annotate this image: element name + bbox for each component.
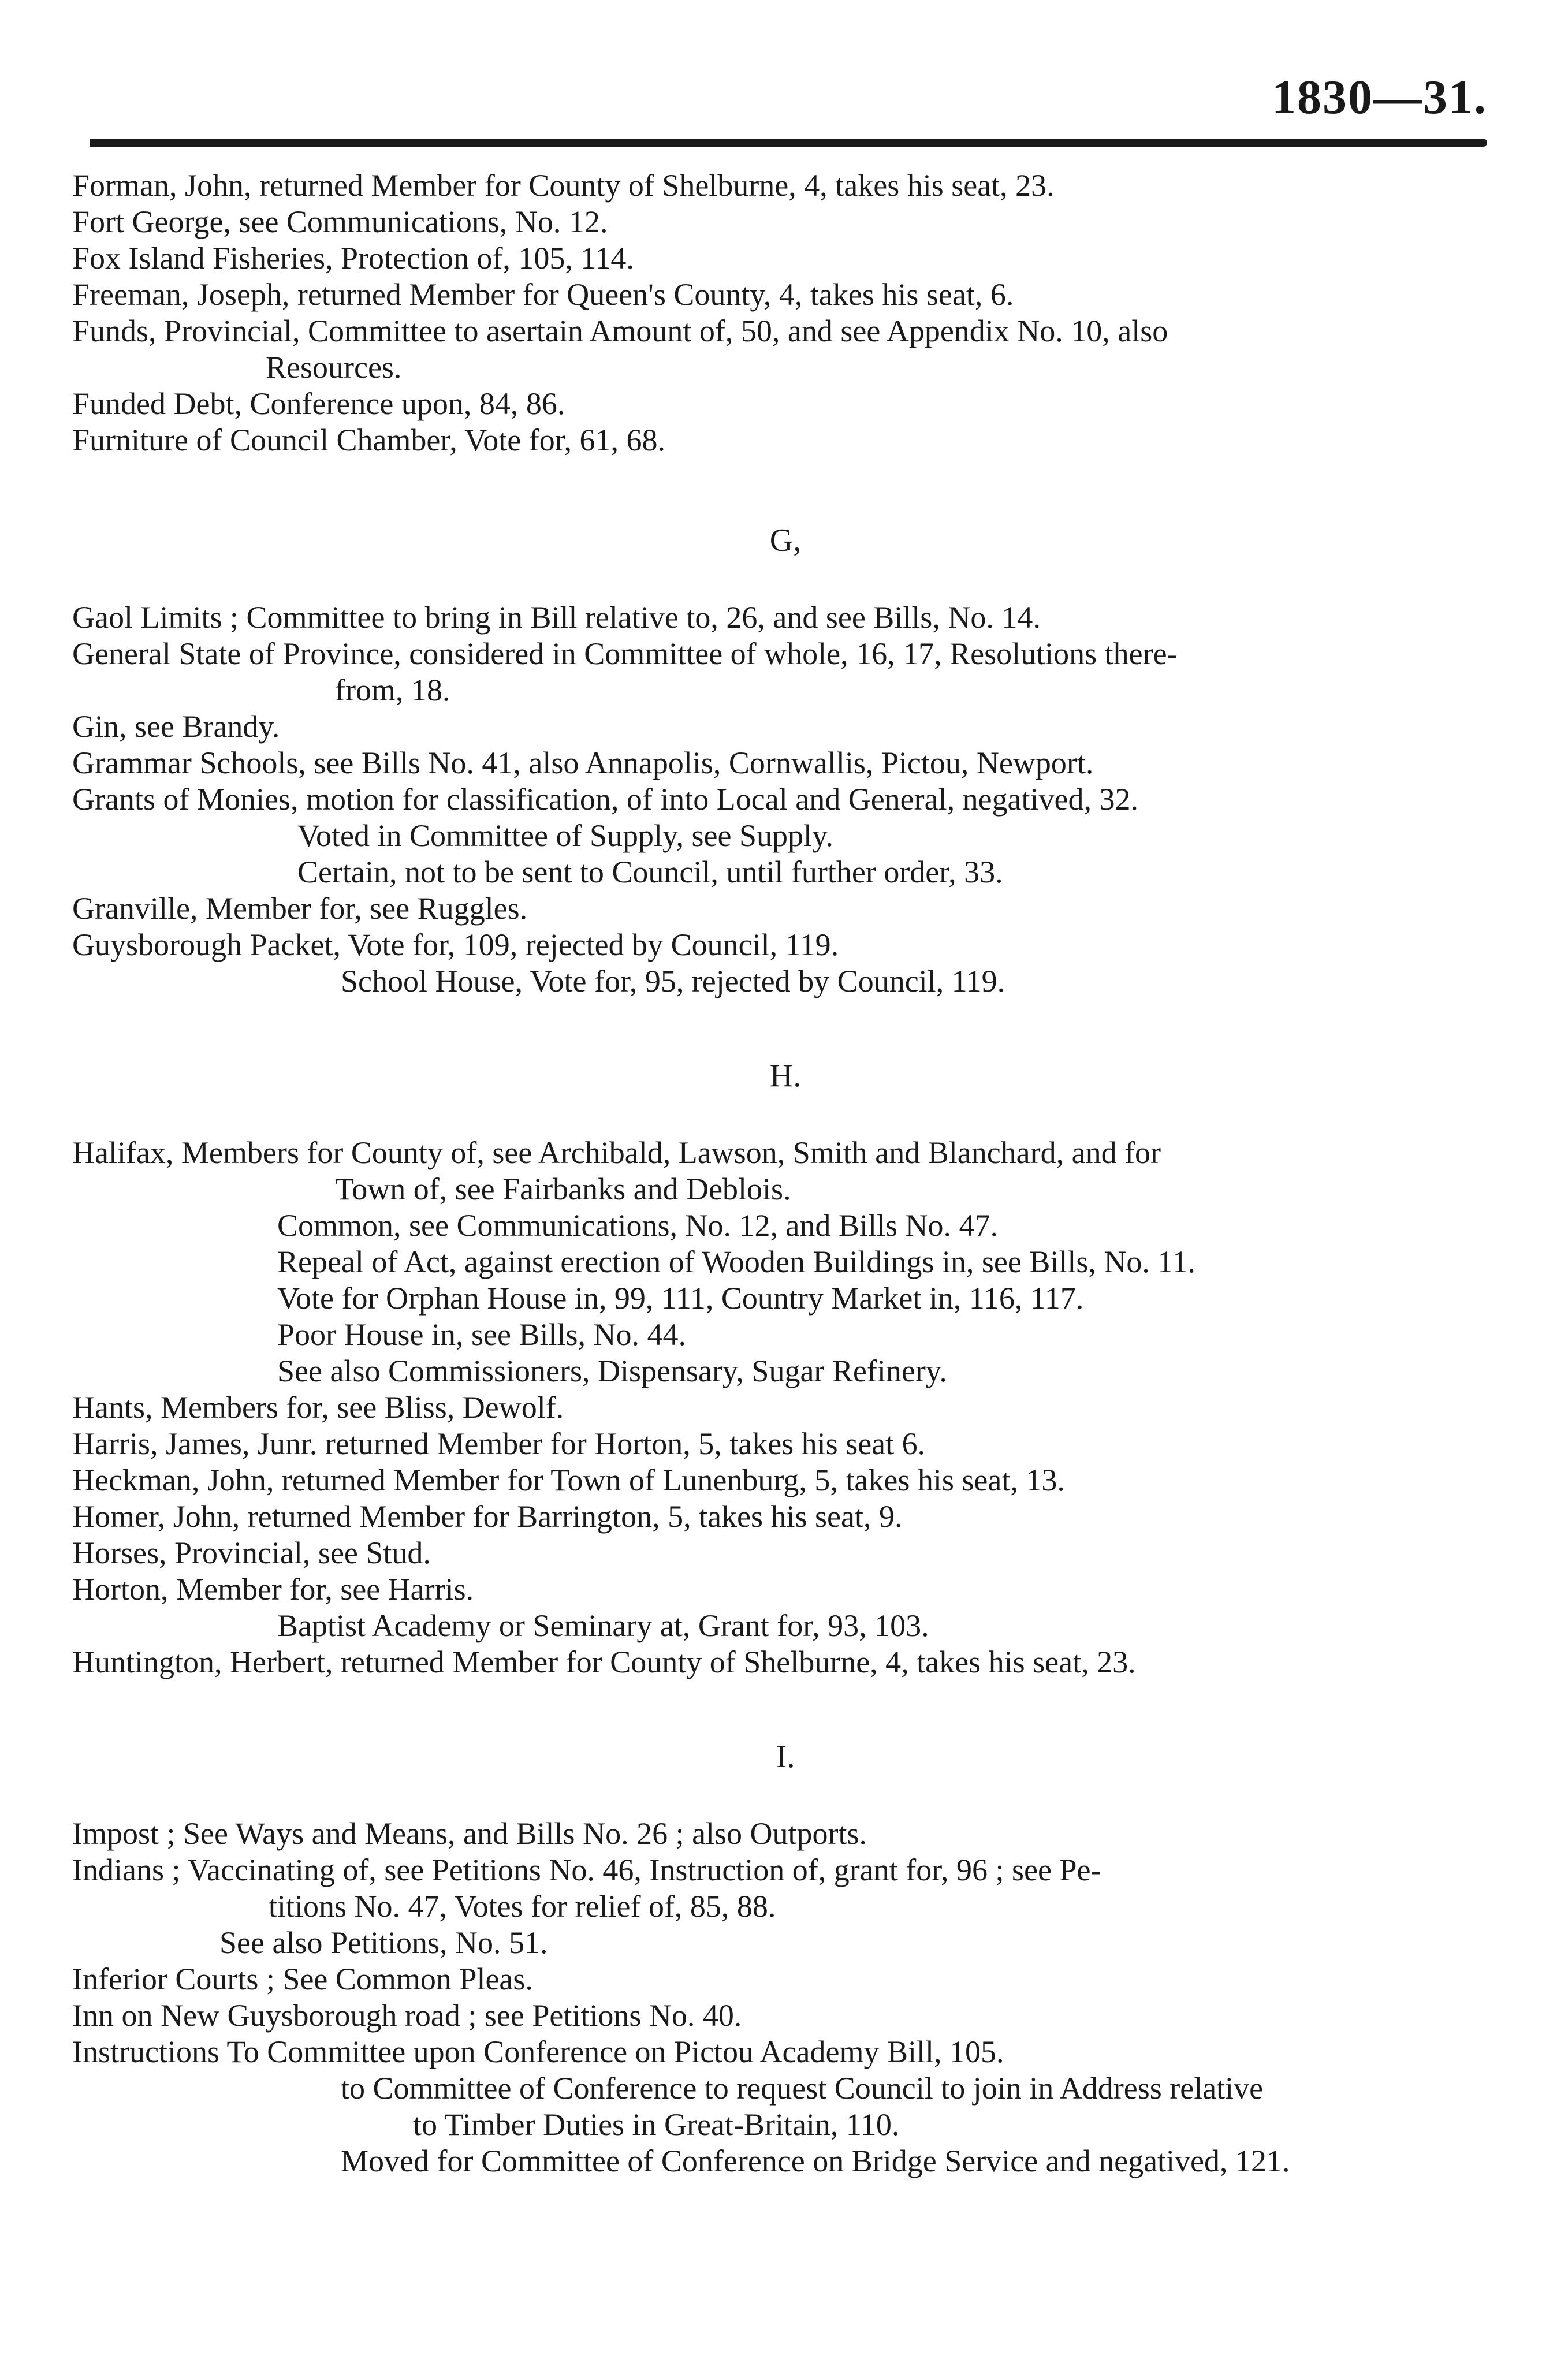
index-entry: Funds, Provincial, Committee to asertain Amount of, 50, and see Appendix No. 10, also — [72, 314, 1168, 348]
section-g — [72, 599, 1499, 1000]
index-entry: Funded Debt, Conference upon, 84, 86. — [72, 386, 565, 421]
section-f — [72, 167, 1499, 459]
index-subentry: Voted in Committee of Supply, see Supply. — [297, 818, 833, 853]
index-content — [72, 167, 1499, 2179]
section-h — [72, 1135, 1499, 1680]
header-rule — [90, 139, 1487, 147]
index-entry: Inn on New Guysborough road ; see Petitions No. 40. — [72, 1998, 742, 2033]
index-entry: Hants, Members for, see Bliss, Dewolf. — [72, 1390, 564, 1425]
index-entry: Heckman, John, returned Member for Town of Lunenburg, 5, takes his seat, 13. — [72, 1463, 1065, 1497]
page-year-header: 1830—31. — [1272, 70, 1487, 124]
index-subentry: Moved for Committee of Conference on Bridge Service and negatived, 121. — [341, 2144, 1290, 2178]
index-entry: Horton, Member for, see Harris. — [72, 1572, 474, 1607]
index-entry: Furniture of Council Chamber, Vote for, 61, 68. — [72, 423, 666, 457]
index-entry: Guysborough Packet, Vote for, 109, rejected by Council, 119. — [72, 927, 839, 962]
section-letter-g: G, — [769, 523, 802, 558]
index-subentry: to Committee of Conference to request Council to join in Address relative — [341, 2071, 1264, 2106]
index-entry-continuation: Resources. — [266, 350, 402, 385]
section-i — [72, 1816, 1499, 2179]
index-entry: Freeman, Joseph, returned Member for Queen's County, 4, takes his seat, 6. — [72, 277, 1014, 312]
index-entry: Fox Island Fisheries, Protection of, 105, 114. — [72, 241, 634, 275]
index-entry: Fort George, see Communications, No. 12. — [72, 204, 608, 239]
index-subentry: School House, Vote for, 95, rejected by Council, 119. — [341, 964, 1005, 998]
index-entry-continuation: from, 18. — [335, 673, 450, 707]
index-entry: Horses, Provincial, see Stud. — [72, 1536, 431, 1570]
index-entry: Inferior Courts ; See Common Pleas. — [72, 1962, 533, 1996]
index-subentry: Vote for Orphan House in, 99, 111, Country Market in, 116, 117. — [277, 1281, 1084, 1316]
index-entry: General State of Province, considered in Committee of whole, 16, 17, Resolutions there- — [72, 636, 1178, 671]
index-subentry: Common, see Communications, No. 12, and Bills No. 47. — [277, 1208, 998, 1243]
index-subentry: See also Commissioners, Dispensary, Sugar Refinery. — [277, 1354, 947, 1388]
section-letter-i: I. — [776, 1739, 795, 1775]
section-letter-h: H. — [769, 1058, 802, 1094]
index-entry: Grants of Monies, motion for classification, of into Local and General, negatived, 32. — [72, 782, 1138, 817]
index-subentry: Poor House in, see Bills, No. 44. — [277, 1317, 686, 1352]
index-subentry: Baptist Academy or Seminary at, Grant for, 93, 103. — [277, 1608, 929, 1643]
index-entry-continuation: to Timber Duties in Great-Britain, 110. — [413, 2107, 900, 2142]
index-subentry: Certain, not to be sent to Council, until further order, 33. — [297, 855, 1003, 889]
index-entry: Grammar Schools, see Bills No. 41, also Annapolis, Cornwallis, Pictou, Newport. — [72, 746, 1094, 780]
index-subentry: Repeal of Act, against erection of Wooden Buildings in, see Bills, No. 11. — [277, 1244, 1195, 1279]
index-entry: Gin, see Brandy. — [72, 709, 280, 744]
index-entry-continuation: titions No. 47, Votes for relief of, 85, 88. — [269, 1889, 776, 1924]
index-entry: Indians ; Vaccinating of, see Petitions No. 46, Instruction of, grant for, 96 ; see Pe- — [72, 1853, 1101, 1887]
index-entry: Forman, John, returned Member for County of Shelburne, 4, takes his seat, 23. — [72, 168, 1055, 203]
index-subentry: See also Petitions, No. 51. — [219, 1925, 548, 1960]
index-entry: Instructions To Committee upon Conference on Pictou Academy Bill, 105. — [72, 2034, 1004, 2069]
index-entry: Impost ; See Ways and Means, and Bills No. 26 ; also Outports. — [72, 1816, 867, 1851]
index-entry: Gaol Limits ; Committee to bring in Bill relative to, 26, and see Bills, No. 14. — [72, 600, 1041, 635]
index-entry-continuation: Town of, see Fairbanks and Deblois. — [335, 1172, 791, 1206]
index-entry: Granville, Member for, see Ruggles. — [72, 891, 528, 926]
index-entry: Halifax, Members for County of, see Archibald, Lawson, Smith and Blanchard, and for — [72, 1135, 1161, 1170]
index-entry: Homer, John, returned Member for Barrington, 5, takes his seat, 9. — [72, 1499, 903, 1534]
index-entry: Huntington, Herbert, returned Member for County of Shelburne, 4, takes his seat, 23. — [72, 1645, 1136, 1679]
index-entry: Harris, James, Junr. returned Member for Horton, 5, takes his seat 6. — [72, 1426, 926, 1461]
